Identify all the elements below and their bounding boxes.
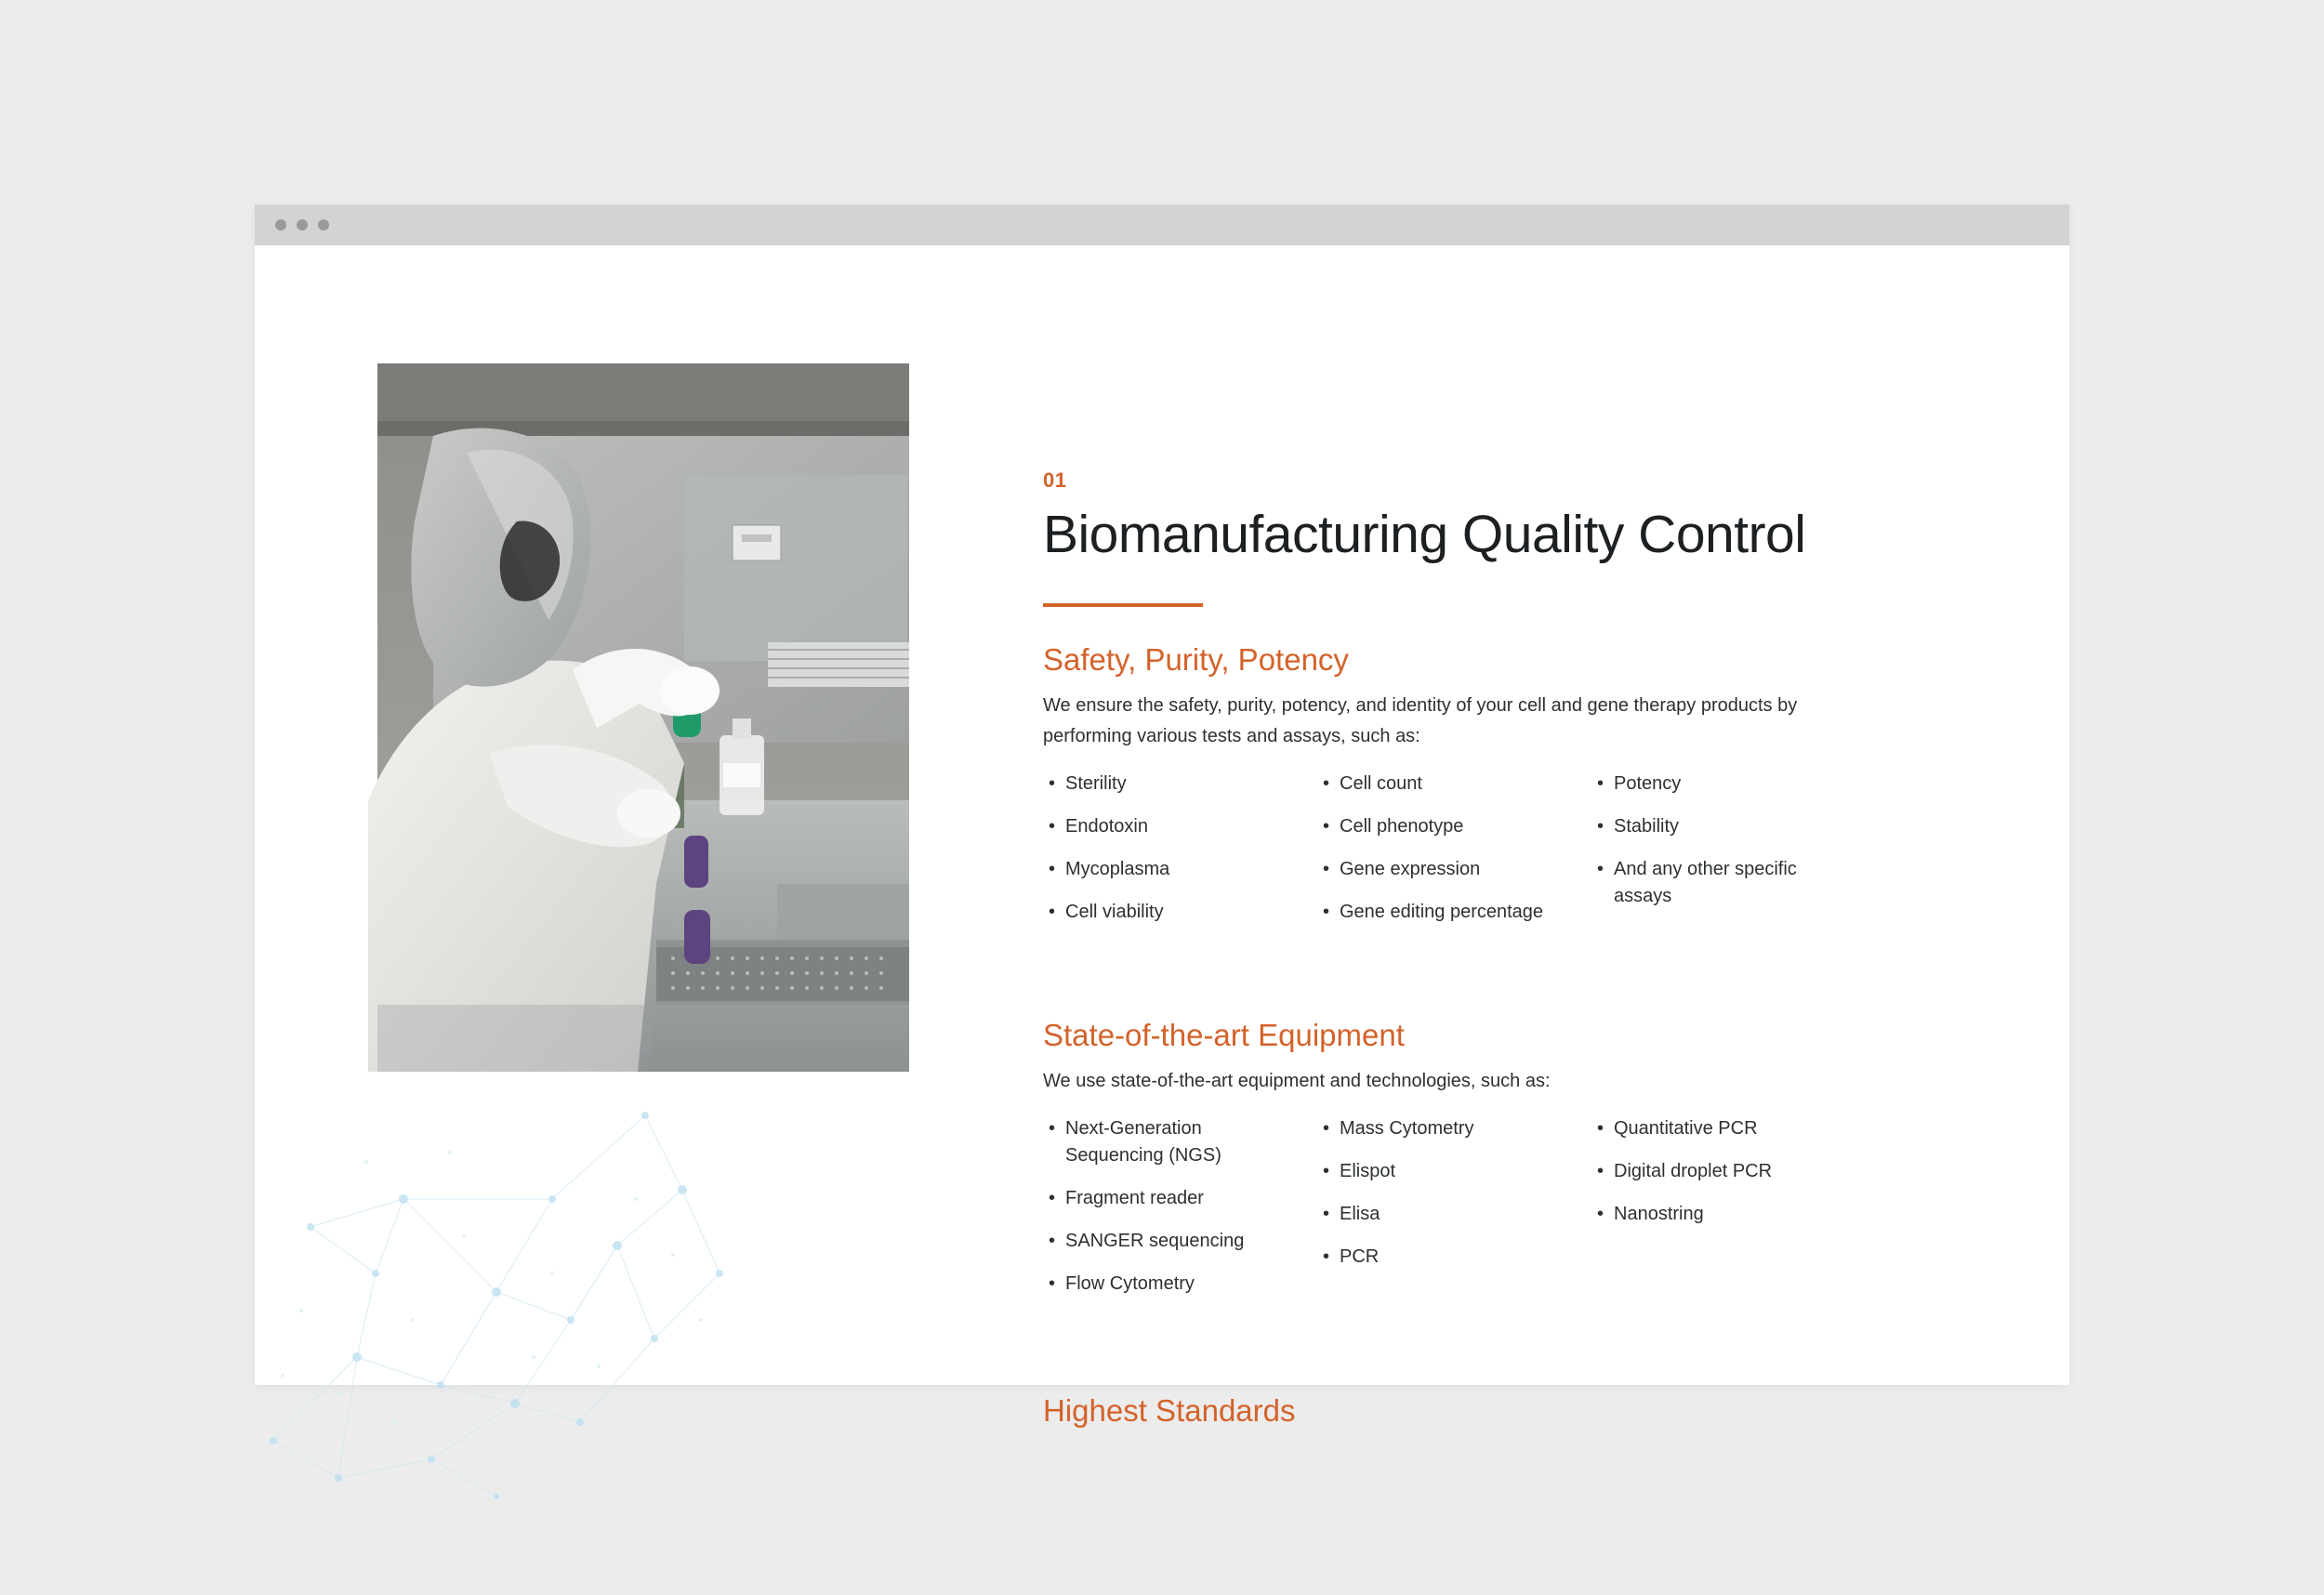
page-title: Biomanufacturing Quality Control: [1043, 505, 1806, 564]
list-column: [1043, 771, 1317, 942]
list-item: • Digital droplet PCR: [1591, 1158, 1846, 1185]
list-item: • Mycoplasma: [1043, 856, 1298, 883]
window-titlebar: [255, 204, 2069, 245]
list-item: • Mass Cytometry: [1317, 1115, 1572, 1142]
list-item: • Flow Cytometry: [1043, 1271, 1298, 1298]
slide-content: [1043, 468, 1973, 1442]
list-item: • Elispot: [1317, 1158, 1572, 1185]
list-item: • Gene editing percentage: [1317, 899, 1572, 926]
list-column: [1591, 1115, 1866, 1313]
list-column: [1591, 771, 1866, 942]
list-item: • Quantitative PCR: [1591, 1115, 1846, 1142]
list-item: • Cell viability: [1043, 899, 1298, 926]
list-item: • Elisa: [1317, 1201, 1572, 1228]
list-column: [1317, 771, 1591, 942]
list-item: • Cell count: [1317, 771, 1572, 798]
list-item: • And any other specific assays: [1591, 856, 1846, 910]
slide-number: 01: [1043, 468, 1067, 492]
title-divider: [1043, 603, 1203, 607]
list-item: • Next-Generation Sequencing (NGS): [1043, 1115, 1298, 1169]
list-item: • PCR: [1317, 1244, 1572, 1271]
lab-technician-photo: [377, 363, 909, 1072]
maximize-icon[interactable]: [318, 219, 329, 231]
section-lists-safety: [1043, 771, 1973, 942]
list-item: • Nanostring: [1591, 1201, 1846, 1228]
list-item: • Fragment reader: [1043, 1185, 1298, 1212]
section-lists-equipment: [1043, 1115, 1973, 1313]
list-item: • Stability: [1591, 813, 1846, 840]
list-item: • Sterility: [1043, 771, 1298, 798]
slide-canvas: [255, 245, 2069, 1429]
section-intro-safety: We ensure the safety, purity, potency, and identity of your cell and gene therapy products by performing various tests and assays, such as:: [1043, 695, 1798, 747]
minimize-icon[interactable]: [297, 219, 308, 231]
list-column: [1043, 1115, 1317, 1313]
list-item: • Cell phenotype: [1317, 813, 1572, 840]
section-heading-safety: Safety, Purity, Potency: [1043, 642, 1349, 678]
browser-window: [255, 204, 2069, 1429]
list-item: • Endotoxin: [1043, 813, 1298, 840]
section-heading-standards: Highest Standards: [1043, 1393, 1296, 1429]
list-item: • SANGER sequencing: [1043, 1228, 1298, 1255]
list-item: • Gene expression: [1317, 856, 1572, 883]
list-item: • Potency: [1591, 771, 1846, 798]
close-icon[interactable]: [275, 219, 286, 231]
section-heading-equipment: State-of-the-art Equipment: [1043, 1018, 1405, 1053]
section-intro-equipment: We use state-of-the-art equipment and technologies, such as:: [1043, 1071, 1551, 1092]
list-column: [1317, 1115, 1591, 1313]
